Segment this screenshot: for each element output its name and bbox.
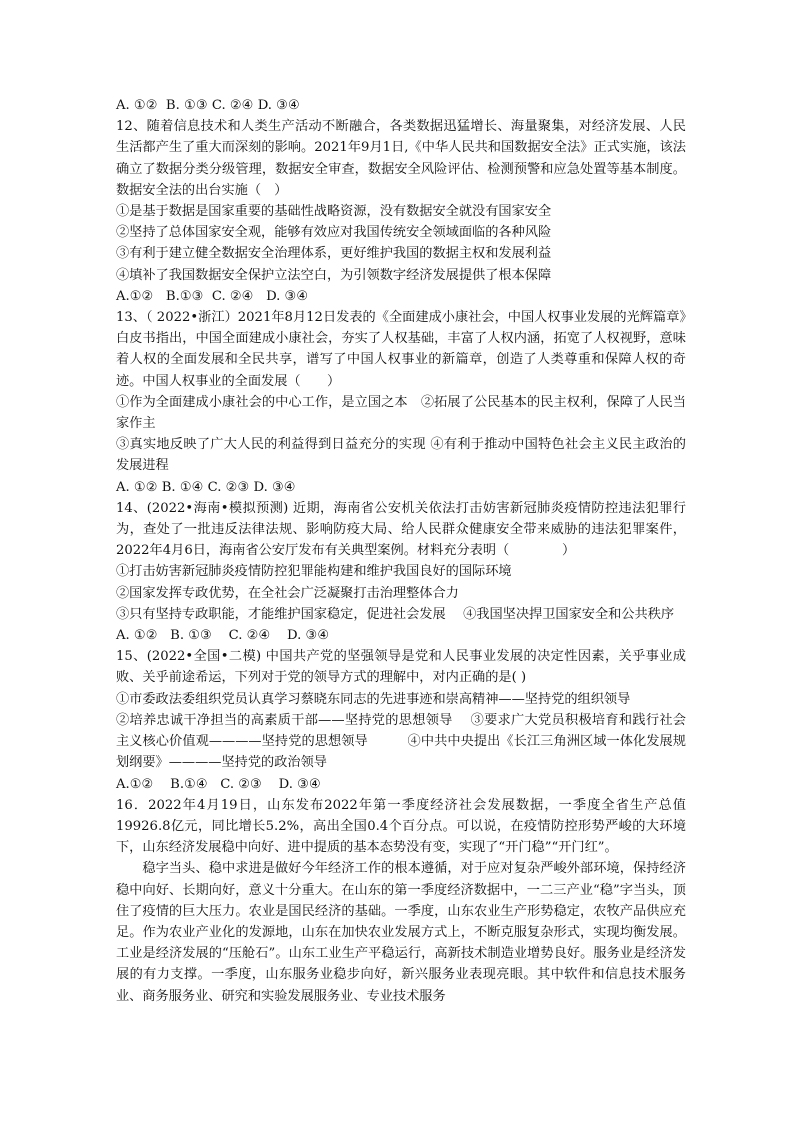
q16-paragraph-1: 16．2022年4月19日，山东发布2022年第一季度经济社会发展数据，一季度全省生产总值19926.8亿元，同比增长5.2%，高出全国0.4个百分点。可以说，在疫情防控形势严峻的大环境下，山东经济发展稳中向好、进中提质的基本态势没有变，实现了“开门稳”“开门红”。 (116, 797, 686, 856)
q14-options: A. ①② B. ①③ C. ②④ D. ③④ (116, 628, 330, 644)
q16-paragraph-2: 稳字当头、稳中求进是做好今年经济工作的根本遵循，对于应对复杂严峻外部环境，保持经济稳中向好、长期向好，意义十分重大。在山东的第一季度经济数据中，一二三产业“稳”字当头，顶住了疫情的巨大压力。农业是国民经济的基础。一季度，山东农业生产形势稳定，农牧产品供应充足。作为农业产业化的发源地，山东在加快农业发展方式上，不断克服复杂形式，实现均衡发展。工业是经济发展的“压舱石”。山东工业生产平稳运行，高新技术制造业增势良好。服务业是经济发展的有力支撑。一季度，山东服务业稳步向好，新兴服务业表现亮眼。其中软件和信息技术服务业、商务服务业、研究和实验发展服务业、专业技术服务 (116, 861, 686, 1004)
q12-item-4: ④填补了我国数据安全保护立法空白，为引领数字经济发展提供了根本保障 (116, 267, 552, 283)
q14-item-2: ②国家发挥专政优势，在全社会广泛凝聚打击治理整体合力 (116, 585, 459, 601)
q15-stem: 15、(2022•全国•二模) 中国共产党的坚强领导是党和人民事业发展的决定性因素，关乎事业成败、关乎前途希运，下列对于党的领导方式的理解中，对内正确的是( ) (116, 649, 686, 686)
q13-items-3-4: ③真实地反映了广大人民的利益得到日益充分的实现 ④有利于推动中国特色社会主义民主政治的发展进程 (116, 437, 686, 474)
q12-item-3: ③有利于建立健全数据安全治理体系，更好维护我国的数据主权和发展利益 (116, 246, 552, 262)
q12-options: A.①② B.①③ C. ②④ D. ③④ (116, 288, 309, 304)
q12-stem: 12、随着信息技术和人类生产活动不断融合，各类数据迅猛增长、海量聚集，对经济发展、人民生活都产生了重大而深刻的影响。2021年9月1日,《中华人民共和国数据安全法》正式实施，该法确立了数据分类分级管理，数据安全审查，数据安全风险评估、检测预警和应急处置等基本制度。数据安全法的出台实施（ ） (116, 119, 686, 198)
q15-items-2-4: ②培养忠诚干净担当的高素质干部——坚持党的思想领导 ③要求广大党员积极培育和践行社会主义核心价值观————坚持党的思想领导 ④中共中央提出《长江三角洲区域一体化发展规划纲要》————坚持党的政治领导 (116, 712, 686, 771)
q13-items-1-2: ①作为全面建成小康社会的中心工作，是立国之本 ②拓展了公民基本的民主权利，保障了人民当家作主 (116, 394, 686, 432)
q12-item-2: ②坚持了总体国家安全观，能够有效应对我国传统安全领域面临的各种风险 (116, 225, 552, 241)
q15-item-1: ①市委政法委组织党员认真学习蔡晓东同志的先进事迹和崇高精神——坚持党的组织领导 (116, 691, 631, 707)
q12-item-1: ①是基于数据是国家重要的基础性战略资源，没有数据安全就没有国家安全 (116, 204, 552, 220)
q13-options: A. ①② B. ①④ C. ②③ D. ③④ (116, 479, 296, 495)
exam-page (116, 95, 686, 1007)
q14-items-3-4: ③只有坚持专政职能，才能维护国家稳定，促进社会发展 ④我国坚决捍卫国家安全和公共秩序 (116, 606, 675, 622)
q15-options: A.①② B.①④ C. ②③ D. ③④ (116, 776, 321, 792)
q14-item-1: ①打击妨害新冠肺炎疫情防控犯罪能构建和维护我国良好的国际环境 (116, 564, 512, 580)
q11-options: A. ①② B. ①③ C. ②④ D. ③④ (116, 98, 300, 113)
q14-stem: 14、(2022•海南•模拟预测) 近期，海南省公安机关依法打击妨害新冠肺炎疫情防控违法犯罪行为，查处了一批违反法律法规、影响防疫大局、给人民群众健康安全带来威胁的违法犯罪案件，2022年4月6日，海南省公安厅发布有关典型案例。材料充分表明（ ） (116, 500, 686, 559)
q13-stem: 13、（ 2022•浙江）2021年8月12日发表的《全面建成小康社会，中国人权事业发展的光辉篇章》白皮书指出，中国全面建成小康社会，夯实了人权基础，丰富了人权内涵，拓宽了人权视野，意味着人权的全面发展和全民共享，谱写了中国人权事业的新篇章，创造了人类尊重和保障人权的奇迹。中国人权事业的全面发展（ ） (116, 310, 686, 389)
